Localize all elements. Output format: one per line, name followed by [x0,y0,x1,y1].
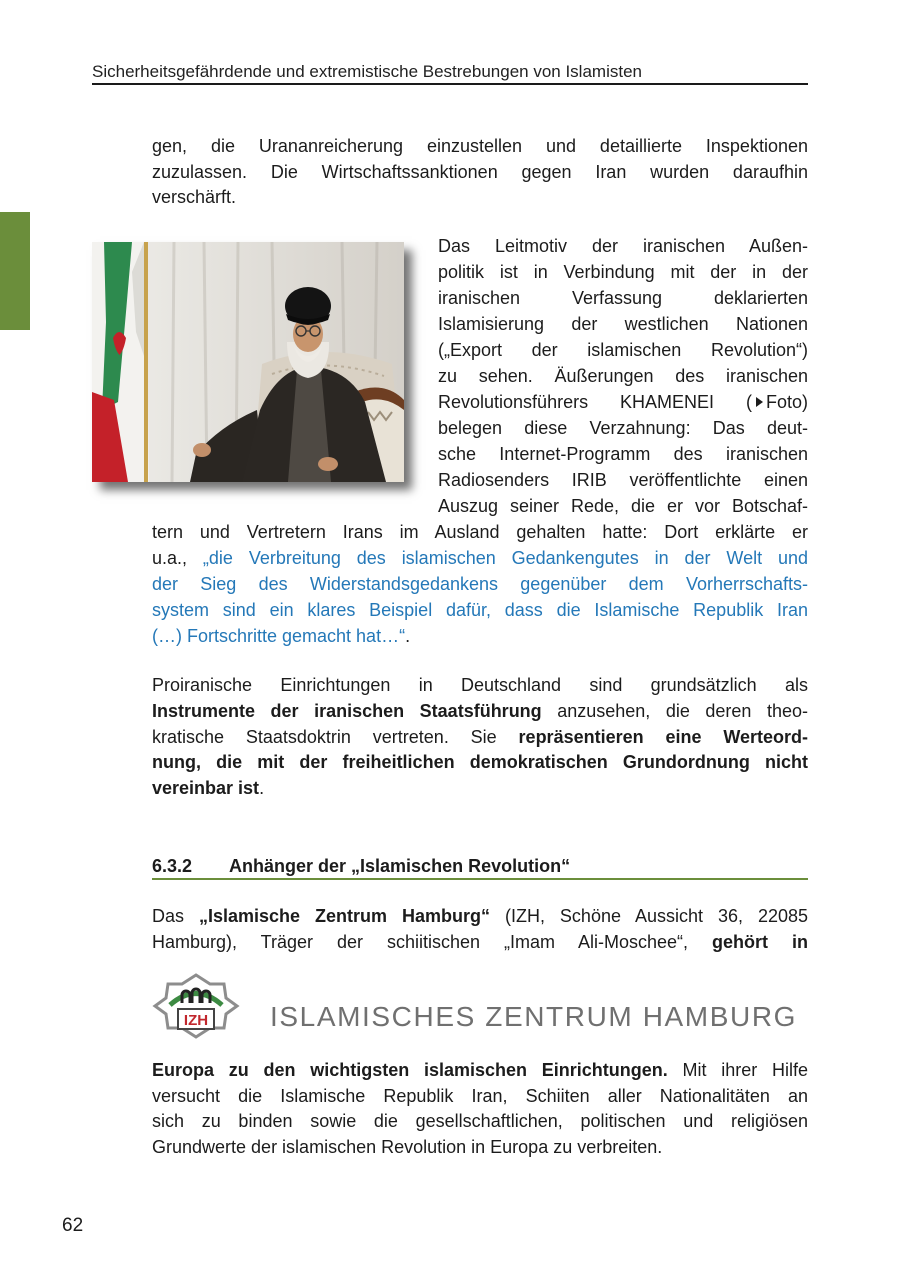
text-line: Das Leitmotiv der iranischen Außen- [438,236,808,256]
text-line: tern und Vertretern Irans im Ausland gehalten hatte: Dort erklärte er [152,522,808,542]
text-run: kratische Staatsdoktrin vertreten. Sie [152,726,519,747]
text-run: . [405,626,411,646]
text-line [152,930,808,956]
text-run: Hamburg), Träger der schiitischen „Imam Ali-Moschee“, [152,931,713,952]
text-run: Foto) [765,392,808,412]
paragraph-izh-intro [152,904,808,955]
page-number: 62 [62,1215,84,1236]
izh-logo-emblem [152,972,240,1040]
text-line [152,725,808,751]
paragraph-leitmotiv-continued [152,519,808,649]
text-line: sich zu binden sowie die gesellschaftlichen, politischen und religiösen [152,1111,808,1132]
text-line [152,1058,808,1084]
text-line: nung, die mit der freiheitlichen demokratischen Grundordnung nicht [152,752,808,773]
triangle-right-icon [756,397,763,407]
izh-emblem-lettering: IZH [183,1012,209,1029]
text-run: u.a., [152,548,203,568]
section-title: Anhänger der „Islamischen Revolution“ [229,856,571,876]
quote-run: „die Verbreitung des islamischen Gedankengutes in der Welt und [202,548,808,568]
bold-run: repräsentieren eine Werteord- [518,726,808,747]
paragraph-izh-body [152,1058,808,1161]
section-rule [152,878,808,880]
text-run: Revolutionsführers KHAMENEI ( [438,392,752,412]
text-line [152,699,808,725]
text-line [152,623,808,649]
text-line: Proiranische Einrichtungen in Deutschland sind grundsätzlich als [152,675,808,695]
header-rule [92,83,808,85]
text-run: Mit ihrer Hilfe [667,1060,808,1080]
text-line [438,389,808,415]
text-run: Das [152,906,199,926]
izh-logo-wordmark: ISLAMISCHES ZENTRUM HAMBURG [270,1001,798,1032]
bold-run: Europa zu den wichtigsten islamischen Einrichtungen. [152,1060,668,1080]
text-line [152,545,808,571]
text-line: Grundwerte der islamischen Revolution in Europa zu verbreiten. [152,1137,663,1158]
text-line: verschärft. [152,187,237,208]
quote-run: (…) Fortschritte gemacht hat…“ [152,626,406,646]
paragraph-sanctions [152,134,808,211]
text-line: iranischen Verfassung deklarierten [438,288,808,308]
text-line: politik ist in Verbindung mit der in der [438,262,808,282]
paragraph-leitmotiv-wrapped [438,233,808,519]
bold-run: „Islamische Zentrum Hamburg“ [198,906,490,926]
text-line: belegen diese Verzahnung: Das deut- [438,418,808,438]
text-line [152,904,808,930]
paragraph-proiranische-einrichtungen [152,673,808,802]
text-line: Radiosenders IRIB veröffentlichte einen [438,470,808,490]
running-header-title: Sicherheitsgefährdende und extremistische Bestrebungen von Islamisten [92,62,642,81]
text-run: anzusehen, die deren theo- [541,700,808,721]
chapter-tab-marker [0,212,30,330]
text-line [152,776,808,802]
bold-run: vereinbar ist [152,778,260,799]
text-line: zuzulassen. Die Wirtschaftssanktionen gegen Iran wurden daraufhin [152,161,808,182]
text-line: sche Internet-Programm des iranischen [438,444,808,464]
bold-run: gehört in [712,931,808,952]
iran-flag [92,242,149,482]
text-line: („Export der islamischen Revolution“) [438,340,808,360]
text-line: versucht die Islamische Republik Iran, Schiiten aller Nationalitäten an [152,1085,808,1106]
text-line: gen, die Urananreicherung einzustellen und detaillierte Inspektionen [152,136,808,156]
section-number: 6.3.2 [152,856,193,876]
khamenei-photo [92,242,404,482]
section-heading [152,854,808,878]
quote-line: der Sieg des Widerstandsgedankens gegenüber dem Vorherrschafts- [152,574,808,594]
text-run: (IZH, Schöne Aussicht 36, 22085 [490,906,808,926]
text-line: Islamisierung der westlichen Nationen [438,314,808,334]
quote-line: system sind ein klares Beispiel dafür, dass die Islamische Republik Iran [152,600,808,620]
bold-run: Instrumente der iranischen Staatsführung [152,700,542,721]
text-run: . [259,778,265,799]
text-line: zu sehen. Äußerungen des iranischen [438,366,808,386]
text-line: Auszug seiner Rede, die er vor Botschaf- [438,496,808,516]
